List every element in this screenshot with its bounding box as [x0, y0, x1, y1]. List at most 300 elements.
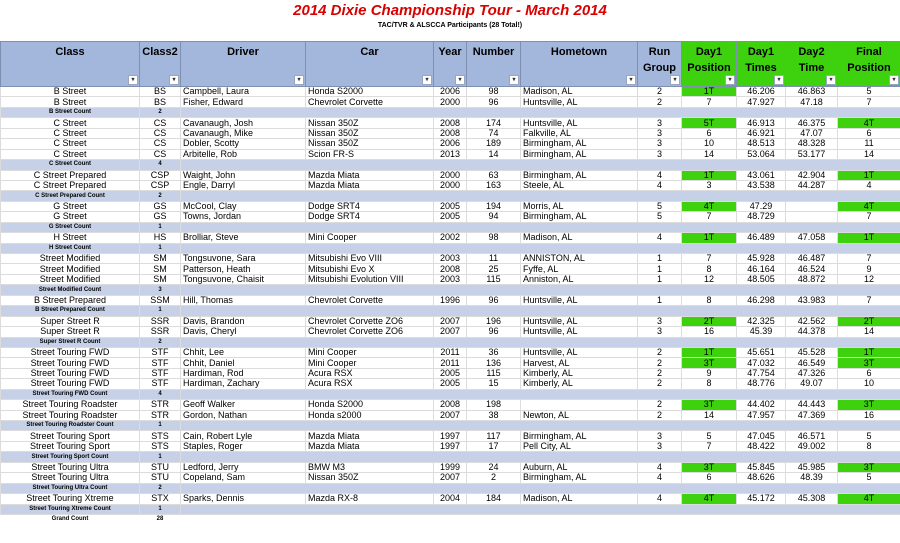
subtotal-row	[1, 107, 900, 117]
day1-time-cell: 48.729	[737, 212, 786, 222]
chevron-down-icon[interactable]: ▾	[774, 75, 784, 85]
car-cell: Chevrolet Corvette ZO6	[306, 327, 434, 337]
final-position-cell: 7	[838, 97, 900, 107]
day1-position-cell: 5	[682, 431, 737, 441]
number-cell: 36	[467, 347, 521, 357]
column-header-day2-time	[786, 42, 838, 87]
day1-time-cell: 45.928	[737, 254, 786, 264]
day1-position-cell: 7	[682, 212, 737, 222]
final-position-cell: 10	[838, 379, 900, 389]
driver-cell: McCool, Clay	[181, 201, 306, 211]
subtotal-label: Street Modified Count	[1, 285, 140, 295]
day2-time-cell: 48.328	[786, 139, 838, 149]
run-group-cell: 4	[638, 180, 682, 190]
column-header-year	[434, 42, 467, 87]
class2-cell: STF	[140, 347, 181, 357]
chevron-down-icon[interactable]: ▾	[725, 75, 735, 85]
chevron-down-icon[interactable]: ▾	[670, 75, 680, 85]
subtotal-value: 1	[140, 222, 181, 232]
hometown-cell: Harvest, AL	[521, 358, 638, 368]
subtotal-filler	[181, 504, 900, 514]
car-cell: Mini Cooper	[306, 347, 434, 357]
run-group-cell: 1	[638, 295, 682, 305]
final-position-cell: 4T	[838, 118, 900, 128]
chevron-down-icon[interactable]: ▾	[509, 75, 519, 85]
driver-cell: Engle, Darryl	[181, 180, 306, 190]
run-group-cell: 4	[638, 170, 682, 180]
day1-position-cell: 16	[682, 327, 737, 337]
column-header-label: Day1	[747, 46, 775, 58]
subtotal-filler	[181, 483, 900, 493]
driver-cell: Gordon, Nathan	[181, 410, 306, 420]
subtotal-filler	[181, 191, 900, 201]
day1-position-cell: 1T	[682, 170, 737, 180]
table-row	[1, 274, 900, 284]
final-position-cell: 8	[838, 441, 900, 451]
year-cell: 2008	[434, 400, 467, 410]
class2-cell: CSP	[140, 170, 181, 180]
number-cell: 94	[467, 212, 521, 222]
number-cell: 163	[467, 180, 521, 190]
day1-position-cell: 1T	[682, 87, 737, 97]
run-group-cell: 2	[638, 400, 682, 410]
day1-position-cell: 3T	[682, 358, 737, 368]
day2-time-cell: 42.562	[786, 316, 838, 326]
sheet-subtitle: TAC/TVR & ALSCCA Participants (28 Total!)	[377, 22, 523, 29]
year-cell: 2008	[434, 118, 467, 128]
driver-cell: Tongsuvone, Sara	[181, 254, 306, 264]
day2-time-cell: 42.904	[786, 170, 838, 180]
run-group-cell: 2	[638, 410, 682, 420]
class-cell: C Street	[1, 118, 140, 128]
subtotal-filler	[181, 285, 900, 295]
year-cell: 2007	[434, 473, 467, 483]
subtotal-value: 1	[140, 504, 181, 514]
subtotal-label: B Street Prepared Count	[1, 306, 140, 316]
final-position-cell: 11	[838, 139, 900, 149]
year-cell: 2007	[434, 327, 467, 337]
chevron-down-icon[interactable]: ▾	[626, 75, 636, 85]
number-cell: 96	[467, 295, 521, 305]
subtotal-row	[1, 452, 900, 462]
class2-cell: STF	[140, 368, 181, 378]
hometown-cell: Pell City, AL	[521, 441, 638, 451]
table-row	[1, 170, 900, 180]
column-header-label-line2: Times	[745, 62, 777, 74]
year-cell: 1999	[434, 462, 467, 472]
day2-time-cell: 46.524	[786, 264, 838, 274]
class-cell: B Street	[1, 87, 140, 97]
day1-position-cell: 5T	[682, 118, 737, 128]
table-row	[1, 180, 900, 190]
day1-position-cell: 7	[682, 441, 737, 451]
hometown-cell: Birmingham, AL	[521, 473, 638, 483]
subtotal-filler	[181, 452, 900, 462]
hometown-cell: Birmingham, AL	[521, 149, 638, 159]
table-row	[1, 139, 900, 149]
car-cell: Mini Cooper	[306, 233, 434, 243]
day1-time-cell: 45.845	[737, 462, 786, 472]
car-cell: Chevrolet Corvette	[306, 97, 434, 107]
class2-cell: STU	[140, 462, 181, 472]
chevron-down-icon[interactable]: ▾	[889, 75, 899, 85]
day1-time-cell: 48.626	[737, 473, 786, 483]
car-cell: Honda s2000	[306, 410, 434, 420]
driver-cell: Ledford, Jerry	[181, 462, 306, 472]
day1-time-cell: 46.298	[737, 295, 786, 305]
class-cell: Street Touring Sport	[1, 431, 140, 441]
hometown-cell	[521, 400, 638, 410]
subtotal-row	[1, 285, 900, 295]
table-row	[1, 431, 900, 441]
year-cell: 2000	[434, 170, 467, 180]
day1-time-cell: 46.921	[737, 128, 786, 138]
hometown-cell: Auburn, AL	[521, 462, 638, 472]
day2-time-cell: 43.983	[786, 295, 838, 305]
subtotal-row	[1, 337, 900, 347]
year-cell: 2005	[434, 379, 467, 389]
car-cell: Honda S2000	[306, 400, 434, 410]
class-cell: B Street	[1, 97, 140, 107]
run-group-cell: 2	[638, 87, 682, 97]
day2-time-cell: 46.571	[786, 431, 838, 441]
year-cell: 2006	[434, 87, 467, 97]
number-cell: 184	[467, 494, 521, 504]
year-cell: 2013	[434, 149, 467, 159]
class-cell: C Street Prepared	[1, 180, 140, 190]
table-row	[1, 201, 900, 211]
final-position-cell: 4T	[838, 201, 900, 211]
year-cell: 2002	[434, 233, 467, 243]
driver-cell: Cavanaugh, Mike	[181, 128, 306, 138]
day1-position-cell: 10	[682, 139, 737, 149]
driver-cell: Staples, Roger	[181, 441, 306, 451]
day1-position-cell: 4T	[682, 201, 737, 211]
number-cell: 98	[467, 87, 521, 97]
day1-position-cell: 14	[682, 149, 737, 159]
table-row	[1, 327, 900, 337]
day1-time-cell: 46.489	[737, 233, 786, 243]
final-position-cell: 5	[838, 431, 900, 441]
column-header-label: Run	[648, 46, 671, 58]
class2-cell: CS	[140, 118, 181, 128]
day2-time-cell: 46.375	[786, 118, 838, 128]
final-position-cell: 4T	[838, 494, 900, 504]
subtotal-label: B Street Count	[1, 107, 140, 117]
class-cell: Street Modified	[1, 264, 140, 274]
chevron-down-icon[interactable]: ▾	[169, 75, 179, 85]
chevron-down-icon[interactable]: ▾	[128, 75, 138, 85]
column-header-label-line2: Group	[643, 62, 676, 74]
car-cell: Acura RSX	[306, 368, 434, 378]
class-cell: Street Touring FWD	[1, 347, 140, 357]
run-group-cell: 2	[638, 358, 682, 368]
class2-cell: STF	[140, 379, 181, 389]
year-cell: 2011	[434, 358, 467, 368]
day1-position-cell: 7	[682, 97, 737, 107]
car-cell: Mazda Miata	[306, 180, 434, 190]
column-header-label: Year	[438, 46, 462, 58]
year-cell: 2011	[434, 347, 467, 357]
class-cell: Street Touring FWD	[1, 368, 140, 378]
class2-cell: STS	[140, 431, 181, 441]
subtotal-row	[1, 421, 900, 431]
table-row	[1, 410, 900, 420]
class-cell: Super Street R	[1, 316, 140, 326]
day1-position-cell: 8	[682, 295, 737, 305]
class2-cell: CSP	[140, 180, 181, 190]
final-position-cell: 7	[838, 254, 900, 264]
hometown-cell: Birmingham, AL	[521, 431, 638, 441]
day2-time-cell: 48.39	[786, 473, 838, 483]
day2-time-cell: 45.528	[786, 347, 838, 357]
run-group-cell: 3	[638, 441, 682, 451]
driver-cell: Chhit, Lee	[181, 347, 306, 357]
subtotal-row	[1, 222, 900, 232]
day1-time-cell: 47.957	[737, 410, 786, 420]
subtotal-filler	[181, 421, 900, 431]
final-position-cell: 3T	[838, 400, 900, 410]
subtotal-row	[1, 389, 900, 399]
header-row	[1, 42, 900, 87]
subtotal-value: 2	[140, 483, 181, 493]
hometown-cell: Huntsville, AL	[521, 327, 638, 337]
column-header-number	[467, 42, 521, 87]
run-group-cell: 3	[638, 316, 682, 326]
chevron-down-icon[interactable]: ▾	[422, 75, 432, 85]
final-position-cell: 6	[838, 128, 900, 138]
column-header-car	[306, 42, 434, 87]
grand-total-value: 28	[156, 516, 164, 523]
table-row	[1, 316, 900, 326]
car-cell: Nissan 350Z	[306, 473, 434, 483]
class-cell: Street Touring Ultra	[1, 473, 140, 483]
table-row	[1, 254, 900, 264]
year-cell: 2005	[434, 212, 467, 222]
table-row	[1, 233, 900, 243]
day2-time-cell: 47.369	[786, 410, 838, 420]
class2-cell: STR	[140, 410, 181, 420]
year-cell: 2004	[434, 494, 467, 504]
day1-time-cell: 46.164	[737, 264, 786, 274]
final-position-cell: 1T	[838, 347, 900, 357]
day1-time-cell: 46.206	[737, 87, 786, 97]
number-cell: 198	[467, 400, 521, 410]
subtotal-value: 4	[140, 389, 181, 399]
driver-cell: Hardiman, Rod	[181, 368, 306, 378]
driver-cell: Hardiman, Zachary	[181, 379, 306, 389]
final-position-cell: 1T	[838, 170, 900, 180]
final-position-cell: 6	[838, 368, 900, 378]
year-cell: 2007	[434, 410, 467, 420]
day1-position-cell: 1T	[682, 233, 737, 243]
subtotal-label: Street Touring FWD Count	[1, 389, 140, 399]
day1-position-cell: 6	[682, 128, 737, 138]
car-cell: Dodge SRT4	[306, 212, 434, 222]
table-row	[1, 494, 900, 504]
year-cell: 2008	[434, 128, 467, 138]
class2-cell: STF	[140, 358, 181, 368]
subtotal-value: 1	[140, 306, 181, 316]
number-cell: 15	[467, 379, 521, 389]
subtotal-row	[1, 243, 900, 253]
day1-time-cell: 45.651	[737, 347, 786, 357]
class-cell: B Street Prepared	[1, 295, 140, 305]
column-header-label: Hometown	[550, 46, 608, 58]
subtotal-row	[1, 306, 900, 316]
grand-total-filler	[181, 514, 900, 524]
number-cell: 74	[467, 128, 521, 138]
subtotal-row	[1, 160, 900, 170]
car-cell: Nissan 350Z	[306, 128, 434, 138]
driver-cell: Campbell, Laura	[181, 87, 306, 97]
final-position-cell: 16	[838, 410, 900, 420]
number-cell: 136	[467, 358, 521, 368]
table-row	[1, 347, 900, 357]
year-cell: 2005	[434, 368, 467, 378]
subtotal-label: G Street Count	[1, 222, 140, 232]
day1-time-cell: 46.913	[737, 118, 786, 128]
subtotal-value: 2	[140, 191, 181, 201]
driver-cell: Sparks, Dennis	[181, 494, 306, 504]
table-row	[1, 473, 900, 483]
day2-time-cell: 49.07	[786, 379, 838, 389]
day1-position-cell: 12	[682, 274, 737, 284]
class2-cell: CS	[140, 128, 181, 138]
subtotal-label: H Street Count	[1, 243, 140, 253]
year-cell: 2000	[434, 180, 467, 190]
driver-cell: Davis, Brandon	[181, 316, 306, 326]
chevron-down-icon[interactable]: ▾	[455, 75, 465, 85]
day1-position-cell: 14	[682, 410, 737, 420]
class-cell: Street Touring Ultra	[1, 462, 140, 472]
subtotal-filler	[181, 107, 900, 117]
grand-total-row	[1, 514, 900, 524]
year-cell: 1997	[434, 441, 467, 451]
run-group-cell: 1	[638, 264, 682, 274]
year-cell: 2000	[434, 97, 467, 107]
grand-total-label: Grand Count	[51, 516, 89, 523]
day2-time-cell: 46.549	[786, 358, 838, 368]
class2-cell: GS	[140, 212, 181, 222]
day1-position-cell: 3T	[682, 462, 737, 472]
class-cell: C Street	[1, 139, 140, 149]
hometown-cell: Anniston, AL	[521, 274, 638, 284]
day1-time-cell: 43.538	[737, 180, 786, 190]
car-cell: Honda S2000	[306, 87, 434, 97]
final-position-cell: 5	[838, 87, 900, 97]
day1-position-cell: 6	[682, 473, 737, 483]
car-cell: Mazda Miata	[306, 431, 434, 441]
car-cell: Chevrolet Corvette ZO6	[306, 316, 434, 326]
year-cell: 1997	[434, 431, 467, 441]
driver-cell: Tongsuvone, Chaisit	[181, 274, 306, 284]
final-position-cell: 2T	[838, 316, 900, 326]
sheet-title: 2014 Dixie Championship Tour - March 2014	[293, 2, 607, 19]
class2-cell: BS	[140, 97, 181, 107]
column-header-label: Number	[472, 46, 515, 58]
day1-time-cell: 47.754	[737, 368, 786, 378]
car-cell: Nissan 350Z	[306, 118, 434, 128]
car-cell: Mazda Miata	[306, 441, 434, 451]
final-position-cell: 4	[838, 180, 900, 190]
hometown-cell: Steele, AL	[521, 180, 638, 190]
class2-cell: HS	[140, 233, 181, 243]
table-row	[1, 118, 900, 128]
class-cell: C Street	[1, 128, 140, 138]
day1-position-cell: 8	[682, 264, 737, 274]
final-position-cell: 3T	[838, 358, 900, 368]
number-cell: 115	[467, 274, 521, 284]
driver-cell: Towns, Jordan	[181, 212, 306, 222]
column-header-label: Class2	[142, 46, 178, 58]
class-cell: Street Touring Roadster	[1, 410, 140, 420]
table-row	[1, 128, 900, 138]
hometown-cell: ANNISTON, AL	[521, 254, 638, 264]
run-group-cell: 3	[638, 431, 682, 441]
class2-cell: SSR	[140, 316, 181, 326]
number-cell: 194	[467, 201, 521, 211]
car-cell: Scion FR-S	[306, 149, 434, 159]
column-header-driver	[181, 42, 306, 87]
year-cell: 2003	[434, 254, 467, 264]
day2-time-cell: 45.985	[786, 462, 838, 472]
table-body	[1, 87, 900, 525]
table-row	[1, 212, 900, 222]
year-cell: 2003	[434, 274, 467, 284]
subtotal-value: 4	[140, 160, 181, 170]
day1-time-cell: 47.29	[737, 201, 786, 211]
hometown-cell: Falkville, AL	[521, 128, 638, 138]
subtotal-value: 2	[140, 337, 181, 347]
day1-time-cell: 42.325	[737, 316, 786, 326]
chevron-down-icon[interactable]: ▾	[826, 75, 836, 85]
subtotal-label: Street Touring Sport Count	[1, 452, 140, 462]
driver-cell: Fisher, Edward	[181, 97, 306, 107]
day1-position-cell: 2T	[682, 316, 737, 326]
run-group-cell: 4	[638, 462, 682, 472]
subtotal-filler	[181, 243, 900, 253]
class2-cell: STS	[140, 441, 181, 451]
subtotal-value: 1	[140, 452, 181, 462]
number-cell: 98	[467, 233, 521, 243]
day1-position-cell: 4T	[682, 494, 737, 504]
day1-time-cell: 48.513	[737, 139, 786, 149]
table-row	[1, 358, 900, 368]
number-cell: 2	[467, 473, 521, 483]
hometown-cell: Huntsville, AL	[521, 97, 638, 107]
column-header-final-pos	[838, 42, 900, 87]
class-cell: Super Street R	[1, 327, 140, 337]
subtotal-label: Street Touring Roadster Count	[1, 421, 140, 431]
column-header-label: Class	[55, 46, 85, 58]
column-header-label: Day1	[695, 46, 723, 58]
driver-cell: Cavanaugh, Josh	[181, 118, 306, 128]
final-position-cell: 7	[838, 212, 900, 222]
day1-position-cell: 3	[682, 180, 737, 190]
hometown-cell: Huntsville, AL	[521, 347, 638, 357]
year-cell: 1996	[434, 295, 467, 305]
car-cell: Nissan 350Z	[306, 139, 434, 149]
driver-cell: Dobler, Scotty	[181, 139, 306, 149]
driver-cell: Geoff Walker	[181, 400, 306, 410]
class2-cell: CS	[140, 139, 181, 149]
column-header-label: Day2	[798, 46, 825, 58]
number-cell: 189	[467, 139, 521, 149]
subtotal-filler	[181, 160, 900, 170]
class2-cell: SM	[140, 274, 181, 284]
chevron-down-icon[interactable]: ▾	[294, 75, 304, 85]
